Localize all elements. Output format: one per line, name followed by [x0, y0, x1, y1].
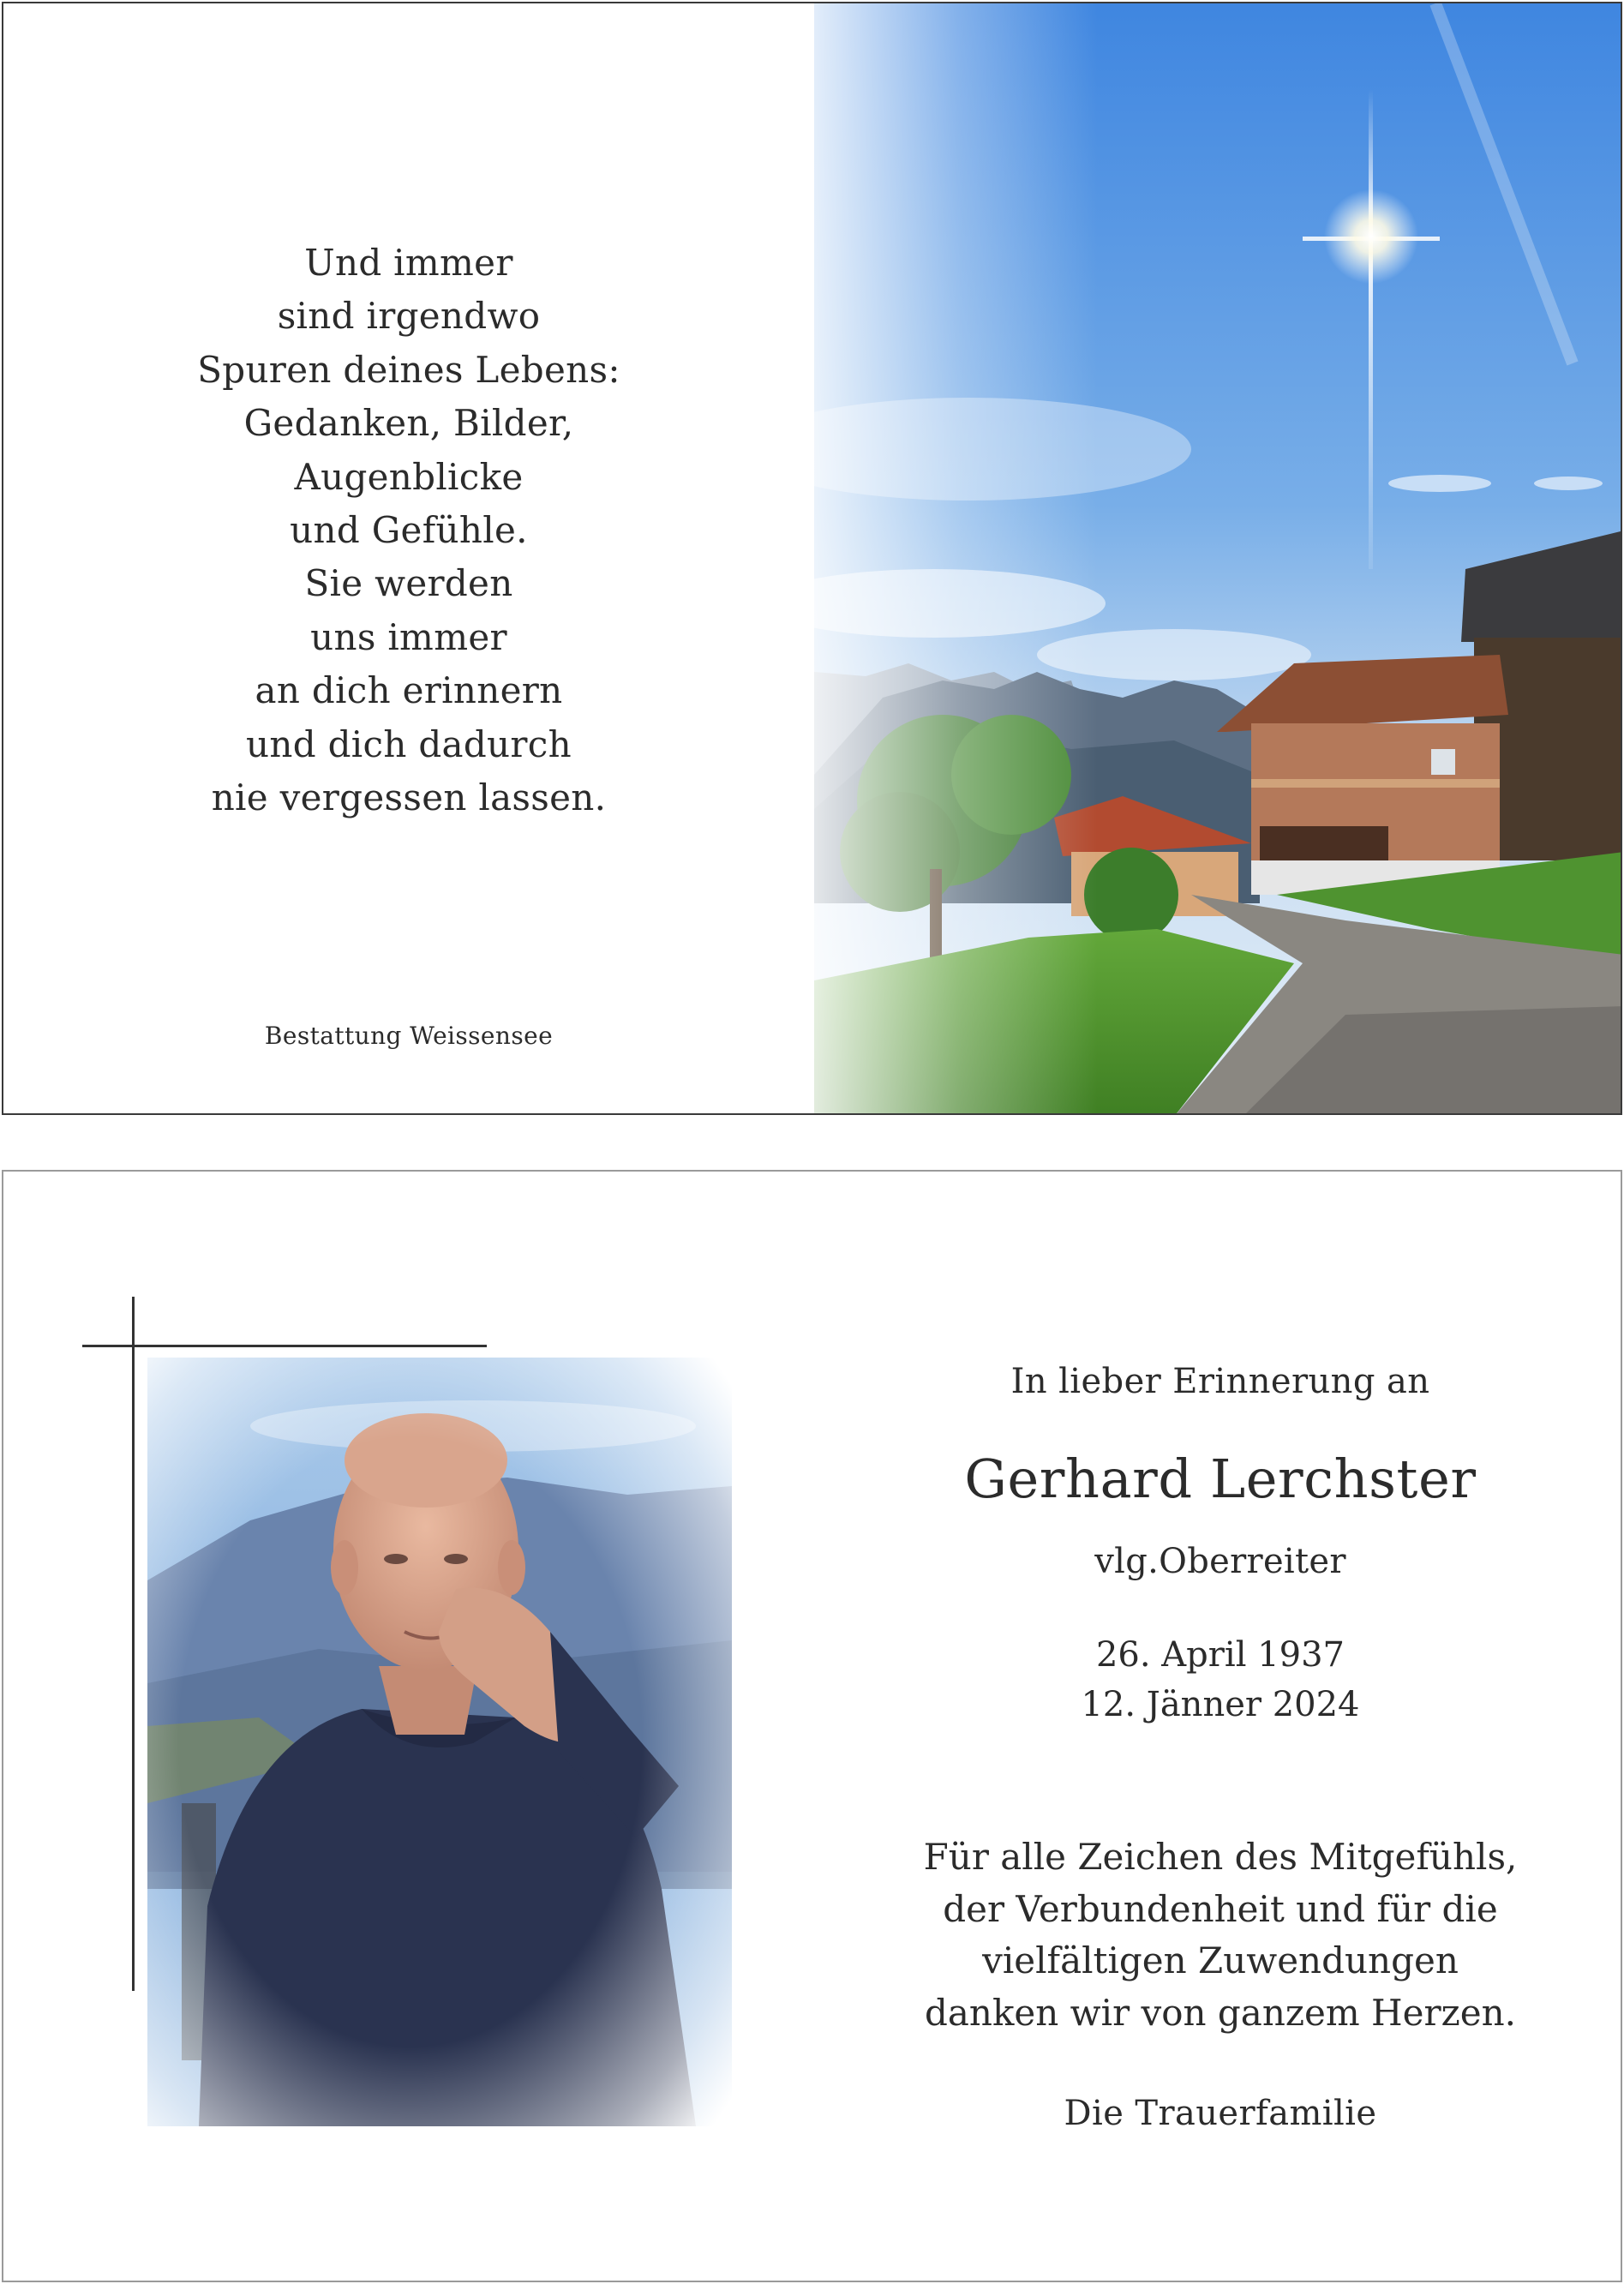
- cross-icon-vertical: [132, 1297, 135, 1991]
- memorial-intro: In lieber Erinnerung an: [1010, 1362, 1430, 1401]
- poem-line: Sie werden: [304, 562, 513, 605]
- thanks-line: der Verbundenheit und für die: [943, 1887, 1498, 1930]
- poem-line: Gedanken, Bilder,: [243, 402, 574, 445]
- death-date: 12. Jänner 2024: [1081, 1685, 1360, 1724]
- memorial-card-back: [2, 2, 1622, 1115]
- thanks-line: vielfältigen Zuwendungen: [982, 1939, 1459, 1982]
- deceased-alias: vlg.Oberreiter: [1094, 1542, 1346, 1581]
- poem-line: und Gefühle.: [290, 509, 528, 552]
- poem-line: Spuren deines Lebens:: [197, 348, 620, 391]
- thanks-line: Für alle Zeichen des Mitgefühls,: [923, 1836, 1518, 1878]
- poem-line: Und immer: [304, 242, 513, 284]
- poem-line: sind irgendwo: [277, 295, 541, 338]
- poem-line: und dich dadurch: [246, 722, 572, 765]
- poem-line: nie vergessen lassen.: [211, 776, 607, 819]
- cross-icon-horizontal: [82, 1345, 487, 1347]
- poem: [3, 237, 814, 824]
- signature: Die Trauerfamilie: [1064, 2094, 1377, 2133]
- birth-date: 26. April 1937: [1095, 1635, 1345, 1675]
- portrait-photo: [147, 1358, 732, 2126]
- funeral-home-credit: Bestattung Weissensee: [264, 1022, 554, 1050]
- memorial-card-front: [2, 1170, 1622, 2282]
- poem-line: Augenblicke: [294, 455, 524, 498]
- deceased-name: Gerhard Lerchster: [964, 1448, 1477, 1510]
- life-dates: [874, 1630, 1567, 1729]
- poem-line: uns immer: [310, 615, 507, 658]
- landscape-photo: [814, 3, 1622, 1115]
- thanks-line: danken wir von ganzem Herzen.: [925, 1991, 1516, 2034]
- poem-line: an dich erinnern: [255, 669, 563, 712]
- thanks-message: [874, 1831, 1567, 2039]
